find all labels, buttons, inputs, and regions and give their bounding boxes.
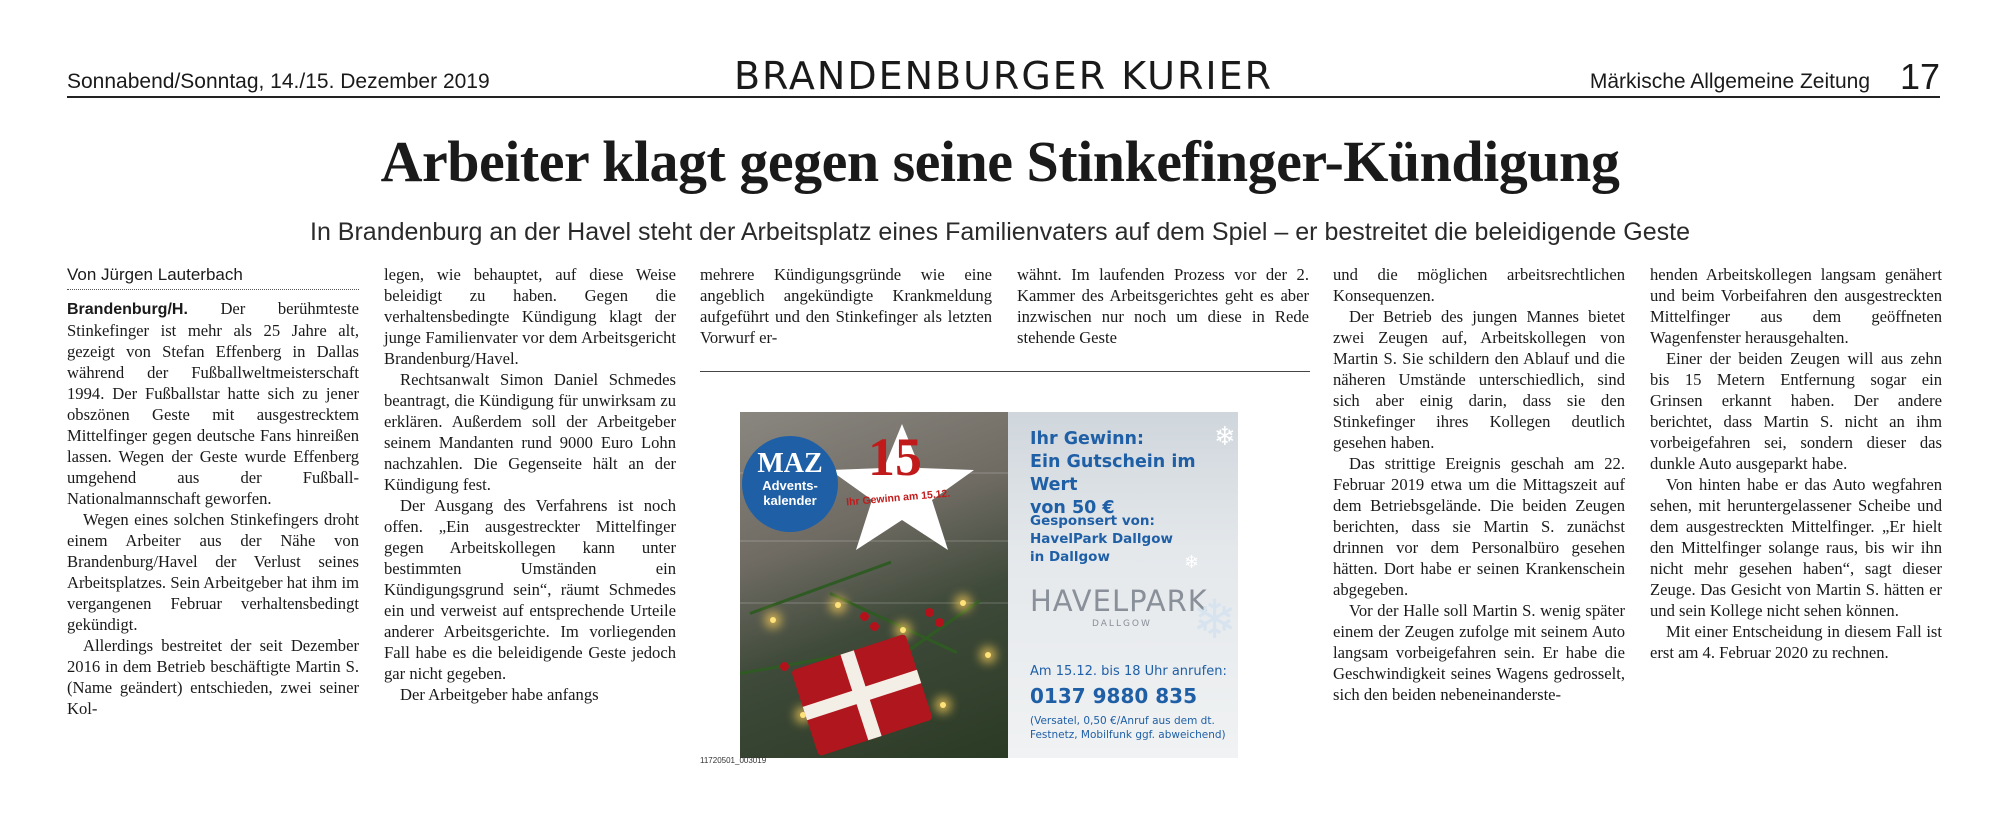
article-column-4 [1017, 264, 1309, 348]
article-column-5 [1333, 264, 1625, 705]
sponsor-text [1030, 512, 1230, 566]
byline: Von Jürgen Lauterbach [67, 264, 359, 290]
paragraph: mehrere Kündigungsgründe wie eine angeblich angekündigte Krankmeldung aufgeführt und den Stinkefinger als letzten Vorwurf er- [700, 265, 992, 347]
havelpark-logo: HAVELPARK [1030, 584, 1208, 618]
paragraph: Der Betrieb des jungen Mannes bietet zwei Zeugen auf, Arbeitskollegen von Martin S. Sie schildern den Ablauf und die näheren Umstände unterschiedlich, sind sich aber einig darin, dass sie den Stinkefinger ihres Kollegen deutlich gesehen haben. [1333, 307, 1625, 452]
newspaper-name: Märkische Allgemeine Zeitung [1589, 70, 1870, 93]
paragraph: wähnt. Im laufenden Prozess vor der 2. Kammer des Arbeitsgerichtes geht es aber inzwischen nur noch um diese in Rede stehende Geste [1017, 265, 1309, 347]
page-number: 17 [1899, 56, 1940, 97]
sponsor-line: HavelPark Dallgow [1030, 531, 1173, 547]
prize-line: Ein Gutschein im Wert [1030, 452, 1196, 495]
maz-badge [742, 436, 838, 532]
prize-line: Ihr Gewinn: [1030, 429, 1145, 449]
snowflake-icon: ❄ [1184, 552, 1200, 573]
snowflake-icon: ❄ [1214, 422, 1236, 452]
paragraph: Wegen eines solchen Stinkefingers droht einem Arbeiter aus der Nähe von Brandenburg/Havel der Verlust seines Arbeitsplatzes. Sein Arbeitgeber hat ihm im vergangenen Februar verhaltensbedingt gekündigt. [67, 510, 359, 634]
havelpark-logo-sub: DALLGOW [1092, 619, 1152, 629]
paragraph: Mit einer Entscheidung in diesem Fall ist erst am 4. Februar 2020 zu rechnen. [1650, 622, 1942, 662]
issue-date: Sonnabend/Sonntag, 14./15. Dezember 2019 [67, 70, 490, 93]
sponsor-line: Gesponsert von: [1030, 513, 1155, 529]
article-subheadline: In Brandenburg an der Havel steht der Arbeitsplatz eines Familienvaters auf dem Spiel – er bestreitet die beleidigende Geste [310, 218, 1690, 246]
section-title: BRANDENBURGER KURIER [733, 54, 1273, 98]
advent-day-caption: Ihr Gewinn am 15.12. [845, 487, 951, 509]
prize-text [1030, 428, 1230, 520]
article-headline: Arbeiter klagt gegen seine Stinkefinger-Kündigung [380, 129, 1620, 194]
article-column-6 [1650, 264, 1942, 663]
advent-calendar-advert [740, 412, 1238, 758]
call-instruction: Am 15.12. bis 18 Uhr anrufen: [1030, 664, 1227, 679]
paragraph: und die möglichen arbeitsrechtlichen Konsequenzen. [1333, 265, 1625, 305]
paragraph: Einer der beiden Zeugen will aus zehn bis 15 Metern Entfernung sogar ein Grinsen erkannt haben. Der andere berichtet, dass Martin S. nicht an ihm vorbeigefahren sei, sondern dieser das dunkle Auto ausgeparkt habe. [1650, 349, 1942, 473]
dateline: Brandenburg/H. [67, 301, 188, 318]
advent-calendar-label: Advents- kalender [762, 478, 818, 508]
prize-line: von 50 € [1030, 498, 1115, 518]
sponsor-line: in Dallgow [1030, 549, 1110, 565]
article-column-1 [67, 264, 359, 719]
paragraph: Allerdings bestreitet der seit Dezember 2016 in dem Betrieb beschäftigte Martin S. (Name geändert) entschieden, zwei seiner Kol- [67, 636, 359, 718]
paragraph: Das strittige Ereignis geschah am 22. Februar 2019 etwa um die Mittagszeit auf dem Betriebsgelände. Die beiden Zeugen berichten, dass sie Martin S. zunächst drinnen vor dem Personalbüro gesehen hätten. Dort habe er seinen Krankenschein abgegeben. [1333, 454, 1625, 599]
maz-logo-text: MAZ [757, 448, 823, 479]
phone-cost-note: (Versatel, 0,50 €/Anruf aus dem dt. Festnetz, Mobilfunk ggf. abweichend) [1030, 715, 1226, 741]
masthead-divider [67, 96, 1940, 98]
paragraph: Rechtsanwalt Simon Daniel Schmedes beantragt, die Kündigung für unwirksam zu erklären. Außerdem soll der Arbeitgeber seinem Mandanten rund 9000 Euro Lohn nachzahlen. Die Gegenseite hält an der Kündigung fest. [384, 370, 676, 494]
masthead [67, 48, 1940, 98]
paragraph-text: Der berühmteste Stinkefinger ist mehr als 25 Jahre alt, gezeigt von Stefan Effenberg in Dallas während der Fußballweltmeisterschaft 1994. Der Fußballstar hatte sich zu jener obszönen Geste mit ausgestrecktem Mittelfinger gegen deutsche Fans hinreißen lassen. Wegen der Geste wurde Effenberg umgehend aus der Fußball-Nationalmannschaft geworfen. [67, 299, 359, 508]
paragraph: Der Ausgang des Verfahrens ist noch offen. „Ein ausgestreckter Mittelfinger gegen Arbeitskollegen kann unter bestimmten Umständen ein Kündigungsgrund sein“, räumt Schmedes ein und verweist auf entsprechende Urteile anderer Arbeitsgerichte. Im vorliegenden Fall habe es die beleidigende Geste jedoch gar nicht gegeben. [384, 496, 676, 683]
article-column-2 [384, 264, 676, 705]
snowflake-icon: ❄ [1192, 588, 1238, 651]
advert-divider [700, 371, 1310, 372]
advent-day-number: 15 [868, 427, 922, 487]
advert-code: 11720501_003019 [700, 756, 767, 765]
gift-box-icon [791, 634, 933, 757]
paragraph [67, 298, 359, 509]
paragraph: Von hinten habe er das Auto wegfahren sehen, mit heruntergelassener Scheibe und dem ausgestreckten Mittelfinger. „Er hielt den Mittelfinger solange raus, bis wir ihn nicht mehr gesehen haben“, sagt dieser Zeuge. Das Gesicht von Martin S. hätten er und sein Kollege nicht sehen können. [1650, 475, 1942, 620]
paragraph: henden Arbeitskollegen langsam genähert und beim Vorbeifahren den ausgestreckten Mittelfinger aus dem geöffneten Wagenfenster herausgehalten. [1650, 265, 1942, 347]
paragraph: Der Arbeitgeber habe anfangs [400, 685, 599, 704]
paragraph: Vor der Halle soll Martin S. wenig später einem der Zeugen zufolge mit seinem Auto langsam vorbeigefahren sein. Er habe die Geschwindigkeit seines Wagens gedrosselt, sich den beiden nebeneinanderste- [1333, 601, 1625, 704]
paragraph: legen, wie behauptet, auf diese Weise beleidigt zu haben. Gegen die verhaltensbedingte Kündigung klagt der junge Familienvater vor dem Arbeitsgericht Brandenburg/Havel. [384, 265, 676, 368]
phone-number: 0137 9880 835 [1030, 684, 1198, 708]
article-column-3 [700, 264, 992, 348]
